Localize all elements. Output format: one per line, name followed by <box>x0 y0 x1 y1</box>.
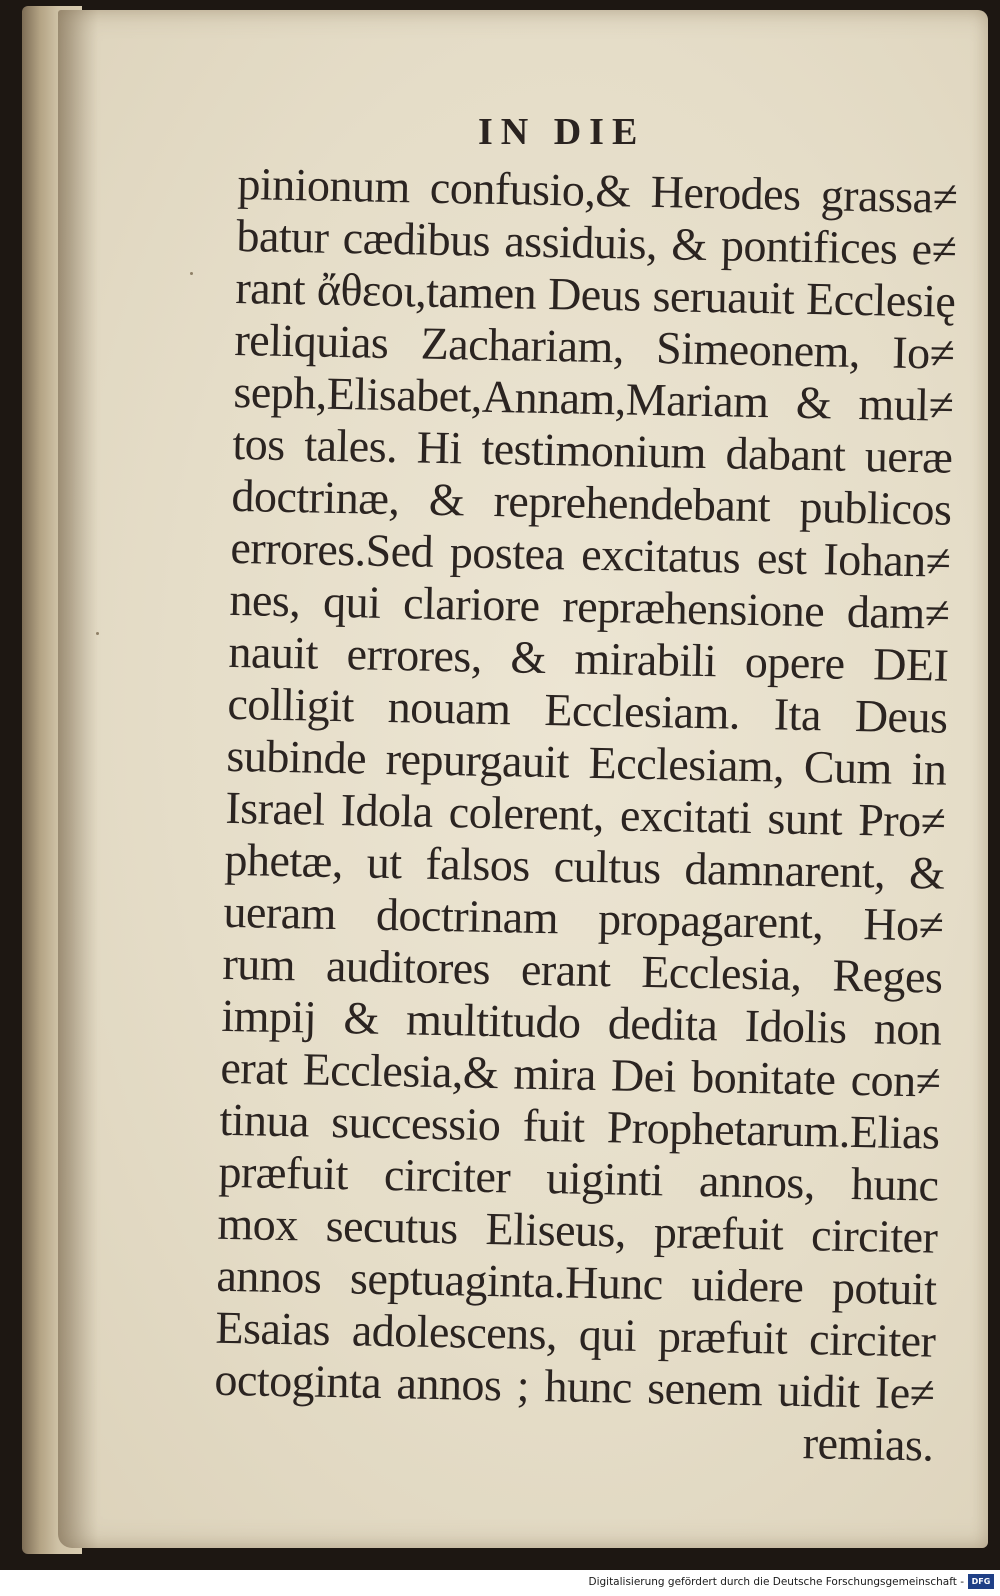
text-line: colligit nouam Ecclesiam. Ita Deus <box>227 677 948 743</box>
text-line: seph,Elisabet,Annam,Mariam & mul≠ <box>233 365 954 431</box>
text-line: reliquias Zachariam, Simeonem, Io≠ <box>234 313 955 379</box>
text-line: rum auditores erant Ecclesia, Reges <box>222 937 943 1003</box>
body-text <box>213 158 958 1472</box>
text-line: erat Ecclesia,& mira Dei bonitate con≠ <box>220 1041 941 1107</box>
text-line: annos septuaginta.Hunc uidere potuit <box>216 1249 937 1315</box>
text-line: Israel Idola colerent, excitati sunt Pro≠ <box>225 781 946 847</box>
text-line: præfuit circiter uiginti annos, hunc <box>218 1145 939 1211</box>
text-line: nes, qui clariore repræhensione dam≠ <box>229 573 950 639</box>
text-line: mox secutus Eliseus, præfuit circiter <box>217 1197 938 1263</box>
paper-speck <box>96 632 99 635</box>
text-line: nauit errores, & mirabili opere DEI <box>228 625 949 691</box>
text-line: pinionum confusio,& Herodes grassa≠ <box>237 158 958 223</box>
text-line: rant ἄθεοι,tamen Deus seruauit Ecclesię <box>235 261 956 327</box>
text-line: Esaias adolescens, qui præfuit circiter <box>215 1301 936 1367</box>
paper-speck <box>190 272 193 275</box>
text-line: batur cædibus assiduis, & pontifices e≠ <box>236 209 957 275</box>
running-head: IN DIE <box>478 111 646 153</box>
funding-credit: Digitalisierung gefördert durch die Deutsche Forschungsgemeinschaft - <box>588 1576 964 1588</box>
text-line: phetæ, ut falsos cultus damnarent, & <box>224 833 945 899</box>
dfg-logo: DFG <box>968 1574 994 1589</box>
text-line: errores.Sed postea excitatus est Iohan≠ <box>230 521 951 587</box>
text-line: tos tales. Hi testimonium dabant ueræ <box>232 417 953 483</box>
catchword: remias. <box>802 1417 934 1471</box>
text-line: ueram doctrinam propagarent, Ho≠ <box>223 885 944 951</box>
text-line: impij & multitudo dedita Idolis non <box>221 989 942 1055</box>
text-line: octoginta annos ; hunc senem uidit Ie≠ <box>214 1353 935 1419</box>
text-line: doctrinæ, & reprehendebant publicos <box>231 469 952 535</box>
text-line: tinua successio fuit Prophetarum.Elias <box>219 1093 940 1159</box>
book-page <box>58 10 988 1548</box>
gutter-shadow <box>58 10 98 1548</box>
text-line: subinde repurgauit Ecclesiam, Cum in <box>226 729 947 795</box>
footer-bar <box>0 1570 1000 1596</box>
